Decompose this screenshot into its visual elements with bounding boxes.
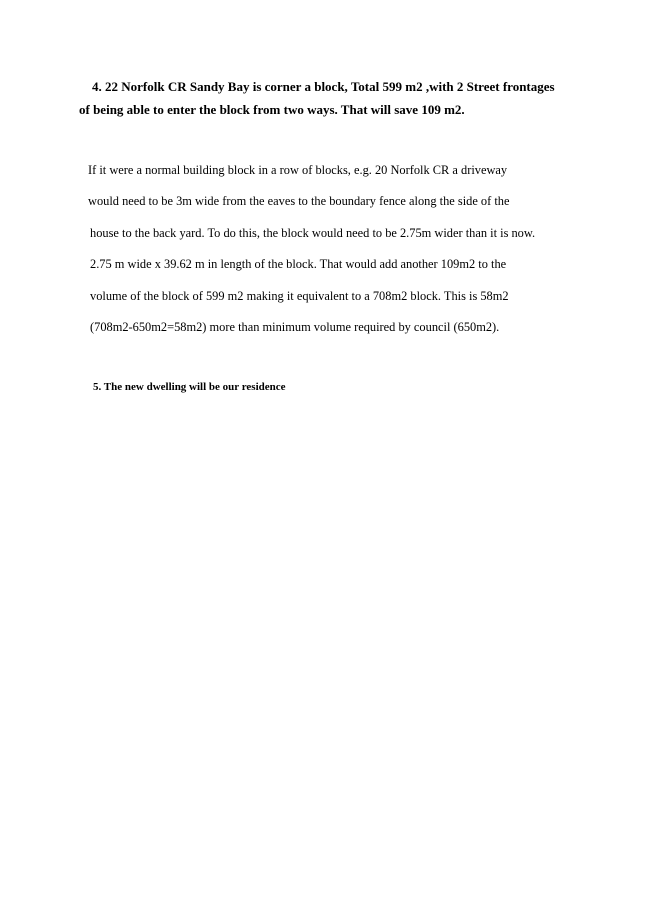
paragraph-line: volume of the block of 599 m2 making it equivalent to a 708m2 block. This is 58m2 [90, 289, 509, 303]
paragraph-line: 2.75 m wide x 39.62 m in length of the block. That would add another 109m2 to the [90, 257, 507, 271]
section-4-heading-line-2: of being able to enter the block from two ways. That will save 109 m2. [79, 102, 465, 117]
paragraph-line: (708m2-650m2=58m2) more than minimum volume required by council (650m2). [90, 320, 500, 334]
paragraph-line: house to the back yard. To do this, the block would need to be 2.75m wider than it is now. [90, 226, 536, 240]
paragraph-line: If it were a normal building block in a row of blocks, e.g. 20 Norfolk CR a driveway [88, 163, 508, 177]
paragraph-line: would need to be 3m wide from the eaves to the boundary fence along the side of the [88, 194, 510, 208]
section-4-heading-line-1: 4. 22 Norfolk CR Sandy Bay is corner a block, Total 599 m2 ,with 2 Street frontages [92, 79, 555, 94]
section-5-heading: 5. The new dwelling will be our residence [93, 381, 286, 393]
